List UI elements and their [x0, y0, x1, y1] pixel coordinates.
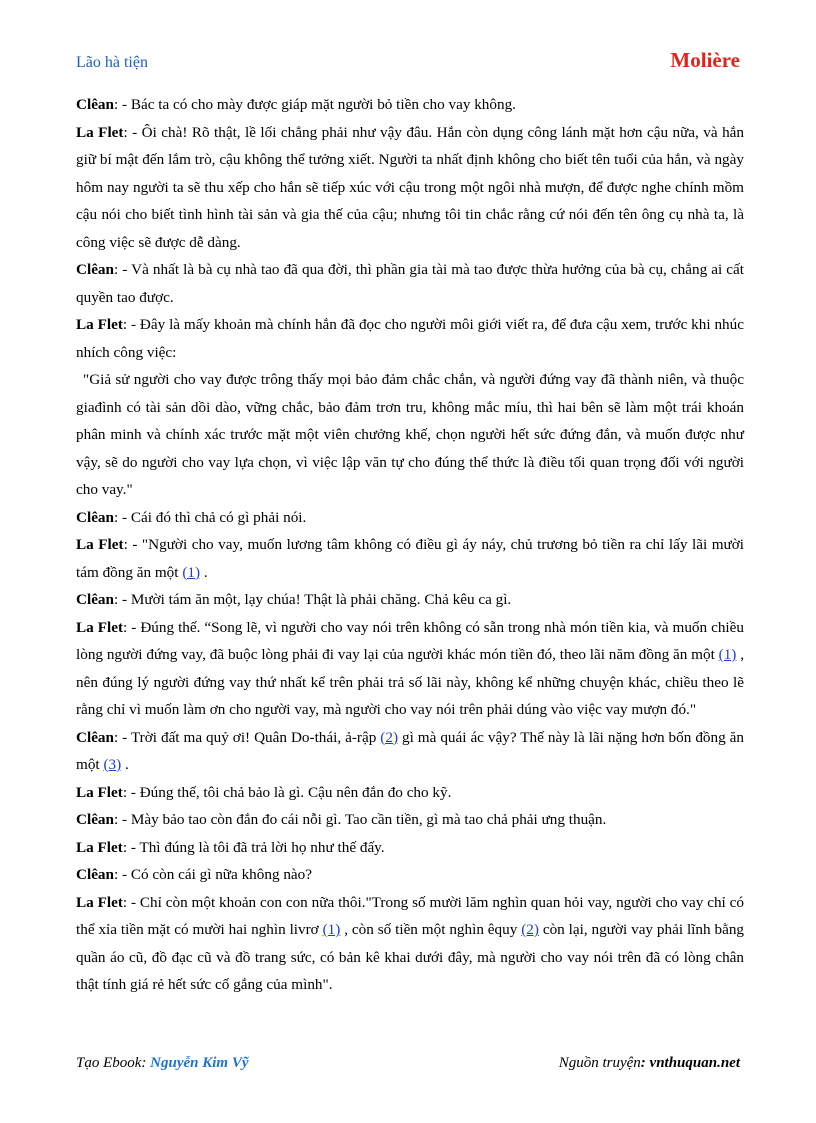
dialogue-line: La Flet: - "Người cho vay, muốn lương tâm không có điều gì áy náy, chủ trương bỏ tiền ra chỉ lấy lãi mười tám đồng ăn một (1) .: [76, 536, 744, 581]
dialogue-text: gì mà quái ác vậy? Thế này là lãi nặng hơn bốn đồng ăn một: [76, 728, 745, 773]
source-credit-label: Nguồn truyện: [558, 1055, 641, 1071]
dialogue-text: - Đây là mấy khoản mà chính hắn đã đọc cho người môi giới viết ra, để đưa cậu xem, trước khi nhúc nhích công việc:: [76, 316, 744, 361]
dialogue-text: .: [121, 756, 129, 773]
dialogue-text: còn lại, người vay phải lĩnh bằng quần áo cũ, đồ đạc cũ và đồ trang sức, có bản kê khai dưới đây, mà người cho vay nói trên đã có lòng chân thật tính giá rẻ hết sức cố gắng của mình".: [76, 921, 745, 993]
speaker-name: La Flet: [76, 316, 123, 333]
footnote-link[interactable]: (2): [380, 728, 399, 746]
dialogue-text: - Đúng thế, tôi chả bảo là gì. Cậu nên đắn đo cho kỹ.: [127, 783, 452, 801]
ebook-credit: Tạo Ebook: Nguyễn Kim Vỹ: [76, 1055, 249, 1071]
speaker-name: La Flet: [76, 536, 124, 553]
footnote-link[interactable]: (1): [718, 646, 737, 663]
footnote-link[interactable]: (1): [182, 563, 201, 581]
dialogue-line: Clêan: - Cái đó thì chả có gì phải nói.: [76, 508, 307, 526]
footnote-link[interactable]: (1): [322, 921, 341, 938]
dialogue-line: La Flet: - Chỉ còn một khoản con con nữa thôi."Trong số mười lăm nghìn quan hỏi vay, người cho vay chỉ có thể xỉa tiền mặt có mười hai nghìn livrơ (1) , còn số tiền một nghìn êquy (2) còn lại, người vay phải lĩnh bằng quần áo cũ, đồ đạc cũ và đồ trang sức, có bản kê khai dưới đây, mà người cho vay nói trên đã có lòng chân thật tính giá rẻ hết sức cố gắng của mình".: [76, 893, 745, 993]
dialogue-line: La Flet: - Đúng thế. “Song lẽ, vì người cho vay nói trên không có sẵn trong nhà món tiền kia, và muốn chiều lòng người đứng vay, đã buộc lòng phải đi vay lại của người khác món tiền đó, theo lãi năm đồng ăn một (1) , nên đúng lý người đứng vay thứ nhất kể trên phải trả số lãi này, không kể những chuyện khác, chiều theo lẽ rằng chỉ vì muốn làm ơn cho người vay, mà người cho vay nói trên phải dúng vào việc vay mượn đó.": [76, 618, 744, 718]
dialogue-text: - Mười tám ăn một, lạy chúa! Thật là phải chăng. Chả kêu ca gì.: [118, 591, 512, 608]
speaker-name: Clêan: [76, 591, 114, 608]
dialogue-line: La Flet: - Đúng thế, tôi chả bảo là gì. Cậu nên đắn đo cho kỹ.: [76, 783, 452, 801]
dialogue-text: .: [200, 563, 208, 581]
speaker-name: La Flet: [76, 783, 123, 801]
dialogue-line: Clêan: - Mười tám ăn một, lạy chúa! Thật là phải chăng. Chả kêu ca gì.: [76, 591, 512, 608]
dialogue-text: - Bác ta có cho mày được giáp mặt người bỏ tiền cho vay không.: [118, 96, 516, 113]
page-header: [76, 48, 740, 78]
source-credit: Nguồn truyện: vnthuquan.net: [558, 1055, 740, 1071]
book-title: Lão hà tiện: [76, 54, 148, 71]
speaker-name: Clêan: [76, 508, 114, 526]
dialogue-text: "Giả sử người cho vay được trông thấy mọi bảo đảm chắc chắn, và người đứng vay đã thành niên, và thuộc giađình có tài sản dồi dào, vững chắc, bảo đảm trơn tru, không mắc míu, thì hai bên sẽ làm một trái khoán phân minh và chính xác trước mặt một viên chưởng khế, chọn người hết sức đứng đắn, và muốn được như vậy, sẽ do người cho vay lựa chọn, vì việc lập văn tự cho đúng thể thức là điều tối quan trọng đối với người cho vay.": [76, 371, 744, 498]
speaker-name: Clêan: [76, 811, 114, 828]
dialogue-text: - Mày bảo tao còn đắn đo cái nỗi gì. Tao cần tiền, gì mà tao chả phải ưng thuận.: [118, 811, 607, 828]
footnote-link[interactable]: (2): [521, 921, 539, 938]
footnote-link[interactable]: (3): [103, 756, 122, 773]
dialogue-text: - Cái đó thì chả có gì phải nói.: [118, 508, 307, 526]
speaker-name: La Flet: [76, 618, 124, 636]
dialogue-text: - "Người cho vay, muốn lương tâm không có điều gì áy náy, chủ trương bỏ tiền ra chỉ lấy lãi mười tám đồng ăn một: [76, 536, 744, 581]
dialogue-line: [76, 366, 744, 504]
source-site: vnthuquan.net: [649, 1055, 740, 1071]
dialogue-line: Clêan: - Có còn cái gì nữa không nào?: [76, 866, 313, 883]
dialogue-line: Clêan: - Mày bảo tao còn đắn đo cái nỗi gì. Tao cần tiền, gì mà tao chả phải ưng thuận.: [76, 811, 607, 828]
dialogue-text: - Trời đất ma quỷ ơi! Quân Do-thái, ả-rập: [118, 728, 381, 746]
dialogue-text: - Có còn cái gì nữa không nào?: [118, 866, 313, 883]
dialogue-text: - Ôi chà! Rõ thật, lề lối chẳng phải như vậy đâu. Hắn còn dụng công lánh mặt hơn cậu nữa, và hắn giữ bí mật đến lắm trò, cậu không thể tưởng xiết. Người ta nhất định không cho biết tên tuổi của hắn, và ngày hôm nay người ta sẽ thu xếp cho hắn sẽ tiếp xúc với cậu trong một ngôi nhà mượn, để được nghe chính mồm cậu nói cho biết tình hình tài sản và gia thế của cậu; nhưng tôi tin chắc rằng cứ nói đến tên ông cụ nhà ta, là công việc sẽ được dễ dàng.: [76, 123, 744, 251]
author-name: Molière: [670, 48, 740, 72]
dialogue-line: Clêan: - Bác ta có cho mày được giáp mặt người bỏ tiền cho vay không.: [76, 96, 516, 113]
dialogue-text: , còn số tiền một nghìn êquy: [340, 921, 522, 938]
speaker-name: La Flet: [76, 893, 123, 911]
dialogue-line: Clêan: - Và nhất là bà cụ nhà tao đã qua đời, thì phần gia tài mà tao được thừa hưởng của bà cụ, chẳng ai cất quyền tao được.: [76, 261, 744, 306]
dialogue-text: - Đúng thế. “Song lẽ, vì người cho vay nói trên không có sẵn trong nhà món tiền kia, và muốn chiều lòng người đứng vay, đã buộc lòng phải đi vay lại của người khác món tiền đó, theo lãi năm đồng ăn một: [76, 618, 744, 663]
dialogue-text: - Thì đúng là tôi đã trả lời họ như thế đấy.: [127, 838, 385, 856]
dialogue-text: - Và nhất là bà cụ nhà tao đã qua đời, thì phần gia tài mà tao được thừa hưởng của bà cụ, chẳng ai cất quyền tao được.: [76, 261, 744, 306]
speaker-name: Clêan: [76, 96, 114, 113]
dialogue-body: [76, 91, 744, 999]
ebook-credit-label: Tạo Ebook: [76, 1055, 142, 1071]
speaker-name: Clêan: [76, 866, 114, 883]
speaker-name: Clêan: [76, 728, 114, 746]
speaker-name: Clêan: [76, 261, 114, 278]
speaker-name: La Flet: [76, 838, 123, 856]
dialogue-line: Clêan: - Trời đất ma quỷ ơi! Quân Do-thái, ả-rập (2) gì mà quái ác vậy? Thế này là lãi nặng hơn bốn đồng ăn một (3) .: [76, 728, 745, 773]
dialogue-text: - Chỉ còn một khoản con con nữa thôi."Trong số mười lăm nghìn quan hỏi vay, người cho vay chỉ có thể xỉa tiền mặt có mười hai nghìn livrơ: [76, 893, 744, 938]
dialogue-line: La Flet: - Thì đúng là tôi đã trả lời họ như thế đấy.: [76, 838, 385, 856]
dialogue-text: , nên đúng lý người đứng vay thứ nhất kể trên phải trả số lãi này, không kể những chuyện khác, chiều theo lẽ rằng chỉ vì muốn làm ơn cho người vay, mà người cho vay nói trên phải dúng vào việc vay mượn đó.": [76, 646, 744, 718]
dialogue-line: La Flet: - Ôi chà! Rõ thật, lề lối chẳng phải như vậy đâu. Hắn còn dụng công lánh mặt hơn cậu nữa, và hắn giữ bí mật đến lắm trò, cậu không thể tưởng xiết. Người ta nhất định không cho biết tên tuổi của hắn, và ngày hôm nay người ta sẽ thu xếp cho hắn sẽ tiếp xúc với cậu trong một ngôi nhà mượn, để được nghe chính mồm cậu nói cho biết tình hình tài sản và gia thế của cậu; nhưng tôi tin chắc rằng cứ nói đến tên ông cụ nhà ta, là công việc sẽ được dễ dàng.: [76, 123, 744, 251]
dialogue-line: La Flet: - Đây là mấy khoản mà chính hắn đã đọc cho người môi giới viết ra, để đưa cậu xem, trước khi nhúc nhích công việc:: [76, 316, 744, 361]
speaker-name: La Flet: [76, 123, 124, 141]
ebook-creator-name: Nguyễn Kim Vỹ: [150, 1055, 249, 1071]
